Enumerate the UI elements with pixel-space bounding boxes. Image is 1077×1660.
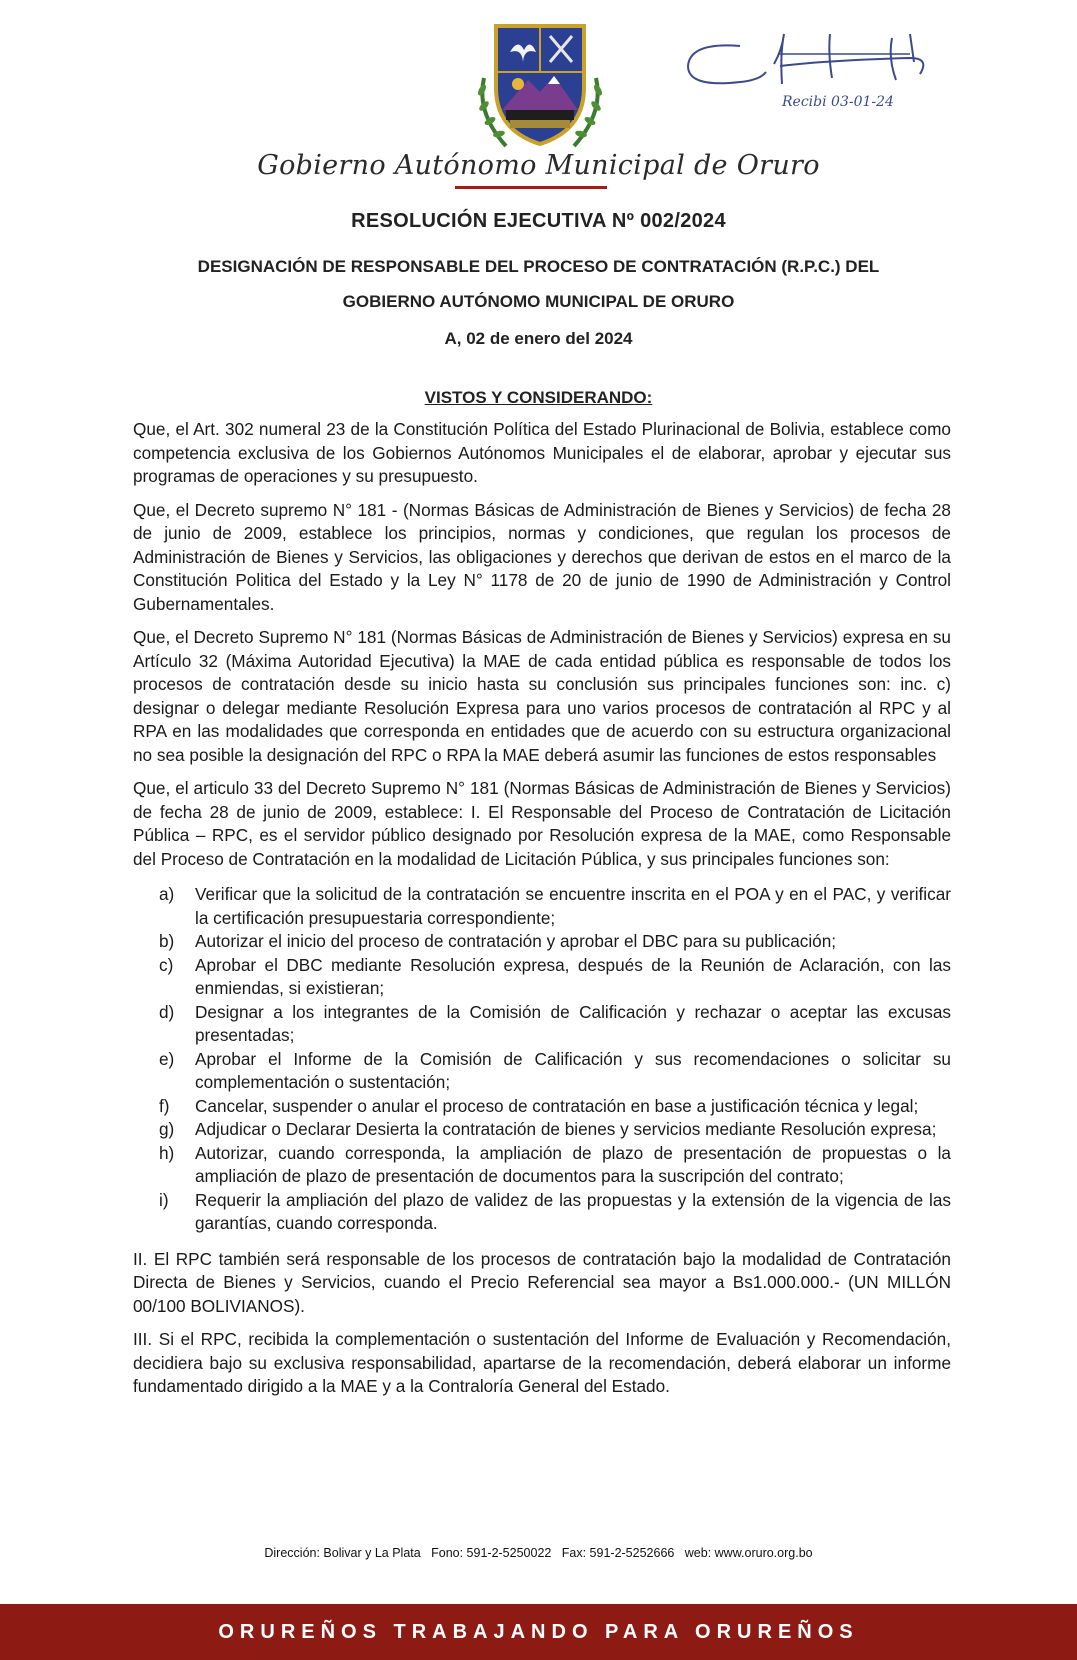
- list-item: [133, 1189, 951, 1236]
- resolution-header: [100, 210, 977, 349]
- footer-contact-info: Dirección: Bolivar y La Plata Fono: 591-2-5250022 Fax: 591-2-5252666 web: www.oruro.org.bo: [264, 1546, 813, 1560]
- list-item-text: Cancelar, suspender o anular el proceso de contratación en base a justificación técnica y legal;: [195, 1095, 919, 1116]
- rpc-functions-list: [133, 883, 951, 1236]
- list-marker: g): [159, 1119, 175, 1139]
- paragraph: Que, el articulo 33 del Decreto Supremo N° 181 (Normas Básicas de Administración de Bienes y Servicios) de fecha 28 de junio de 2009, establece: I. El Responsable del Proceso de Contratación de Licitación Pública – RPC, es el servidor público designado por Resolución expresa de la MAE, como Responsable del Proceso de Contratación en la modalidad de Licitación Pública, y sus principales funciones son:: [133, 778, 951, 869]
- footer-slogan-band: ORUREÑOS TRABAJANDO PARA ORUREÑOS: [0, 1604, 1077, 1660]
- list-item-text: Aprobar el Informe de la Comisión de Calificación y sus recomendaciones o solicitar su complementación o sustentación;: [195, 1048, 951, 1092]
- resolution-date: A, 02 de enero del 2024: [444, 329, 633, 348]
- resolution-subtitle-line-2: GOBIERNO AUTÓNOMO MUNICIPAL DE ORURO: [342, 292, 735, 311]
- list-item: [133, 1142, 951, 1189]
- handwritten-signature: [670, 14, 990, 124]
- list-item-text: Aprobar el DBC mediante Resolución expresa, después de la Reunión de Aclaración, con las enmiendas, si existieran;: [195, 954, 951, 998]
- list-item: [133, 954, 951, 1001]
- list-item: [133, 1095, 951, 1119]
- list-item: [133, 1048, 951, 1095]
- list-marker: a): [159, 884, 175, 904]
- list-item-text: Designar a los integrantes de la Comisión de Calificación y rechazar o aceptar las excusas presentadas;: [195, 1001, 951, 1045]
- list-item-text: Requerir la ampliación del plazo de validez de las propuestas y la extensión de la vigencia de las garantías, cuando corresponda.: [195, 1189, 951, 1233]
- title-rule-divider: [455, 186, 607, 189]
- list-item: [133, 930, 951, 954]
- paragraph: Que, el Decreto Supremo N° 181 (Normas Básicas de Administración de Bienes y Servicios) expresa en su Artículo 32 (Máxima Autoridad Ejecutiva) la MAE de cada entidad pública es responsable de todos los procesos de contratación desde su inicio hasta su conclusión sus principales funciones son: inc. c) designar o delegar mediante Resolución Expresa para uno varios procesos de contratación al RPC y al RPA en las modalidades que corresponda en entidades que de acuerdo con su estructura organizacional no sea posible la designación del RPC o RPA la MAE deberá asumir las funciones de estos responsables: [133, 627, 951, 765]
- resolution-title: RESOLUCIÓN EJECUTIVA Nº 002/2024: [351, 210, 726, 232]
- list-marker: h): [159, 1142, 175, 1163]
- list-item: [133, 1118, 951, 1142]
- paragraph: Que, el Decreto supremo N° 181 - (Normas Básicas de Administración de Bienes y Servicios) de fecha 28 de junio de 2009, establece los principios, normas y condiciones, que regulan los procesos de Administración de Bienes y Servicios, las obligaciones y derechos que derivan de estos en el marco de la Constitución Politica del Estado y la Ley N° 1178 de 20 de junio de 1990 de Administración y Control Gubernamentales.: [133, 499, 951, 614]
- list-marker: i): [159, 1189, 169, 1210]
- list-marker: c): [159, 954, 174, 975]
- list-item-text: Verificar que la solicitud de la contratación se encuentre inscrita en el POA y en el PAC, y verificar la certificación presupuestaria correspondiente;: [195, 884, 951, 928]
- list-item-text: Adjudicar o Declarar Desierta la contratación de bienes y servicios mediante Resolución expresa;: [195, 1119, 937, 1139]
- paragraph: II. El RPC también será responsable de los procesos de contratación bajo la modalidad de Contratación Directa de Bienes y Servicios, cuando el Precio Referencial sea mayor a Bs1.000.000.- (UN MILLÓN 00/100 BOLIVIANOS).: [133, 1248, 951, 1316]
- list-item-text: Autorizar, cuando corresponda, la ampliación de plazo de presentación de propuestas o la ampliación de plazo de presentación de documentos para la suscripción del contrato;: [195, 1142, 951, 1186]
- paragraph: Que, el Art. 302 numeral 23 de la Constitución Política del Estado Plurinacional de Bolivia, establece como competencia exclusiva de los Gobiernos Autónomos Municipales el de elaborar, aprobar y ejecutar sus programas de operaciones y su presupuesto.: [133, 419, 951, 486]
- list-item: [133, 883, 951, 930]
- resolution-subtitle-line-1: DESIGNACIÓN DE RESPONSABLE DEL PROCESO DE CONTRATACIÓN (R.P.C.) DEL: [197, 257, 880, 276]
- list-item-text: Autorizar el inicio del proceso de contratación y aprobar el DBC para su publicación;: [195, 931, 837, 951]
- municipal-crest-emblem: [466, 18, 614, 158]
- section-title: VISTOS Y CONSIDERANDO:: [424, 388, 653, 407]
- list-item: [133, 1001, 951, 1048]
- paragraph: III. Si el RPC, recibida la complementación o sustentación del Informe de Evaluación y Recomendación, decidiera bajo su exclusiva responsabilidad, apartarse de la recomendación, deberá elaborar un informe fundamentado dirigido a la MAE y a la Contraloría General del Estado.: [133, 1329, 951, 1396]
- list-marker: e): [159, 1048, 175, 1069]
- list-marker: d): [159, 1001, 175, 1022]
- document-body: [133, 418, 951, 1409]
- list-marker: b): [159, 931, 175, 951]
- list-marker: f): [159, 1095, 170, 1116]
- organization-name: Gobierno Autónomo Municipal de Oruro: [257, 150, 820, 181]
- svg-text:Recibi 03-01-24: Recibi 03-01-24: [782, 94, 894, 110]
